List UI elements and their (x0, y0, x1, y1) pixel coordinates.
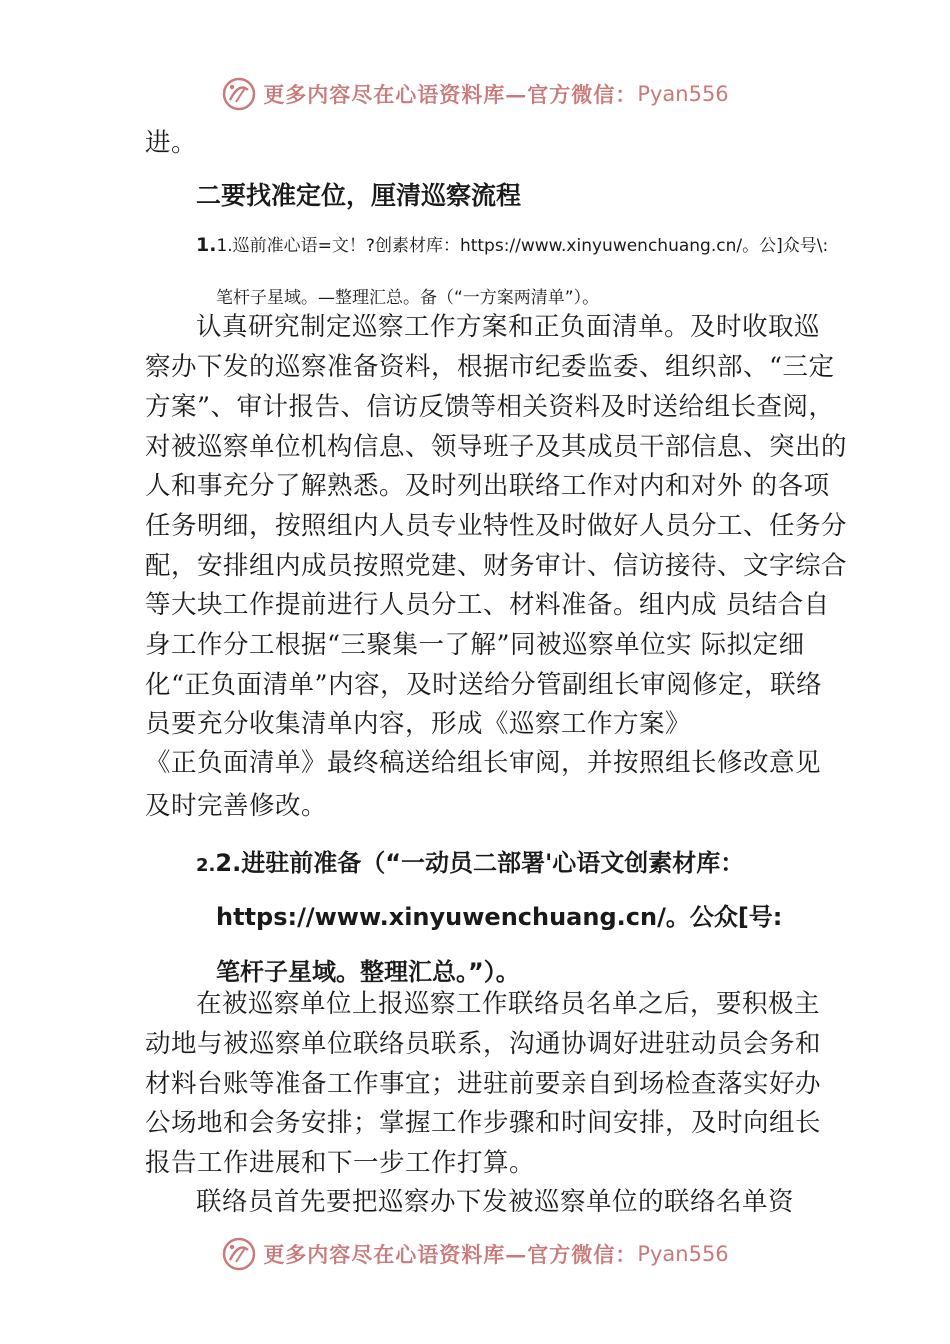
item2-title-line3: 笔杆子星域。整理汇总。”）。 (216, 958, 520, 986)
watermark-text: 更多内容尽在心语资料库—官方微信： (263, 82, 638, 107)
watermark-wechat-id: Pyan556 (637, 82, 729, 106)
item1-title-line1: 1.1.巡前准心语=文！?创素材库：https://www.xinyuwenchuang.cn/。公]众号\: (196, 234, 829, 256)
watermark-banner-bottom (0, 1232, 950, 1276)
para1-line: 认真研究制定巡察工作方案和正负面清单。及时收取巡 (196, 312, 821, 342)
para2-line: 材料台账等准备工作事宜；进驻前要亲自到场检查落实好办 (145, 1069, 822, 1099)
para2-line: 动地与被巡察单位联络员联系，沟通协调好进驻动员会务和 (145, 1029, 822, 1059)
para1-line: 身工作分工根据“三聚集一了解”同被巡察单位实 际拟定细 (145, 630, 805, 660)
section-heading: 二要找准定位，厘清巡察流程 (196, 181, 522, 210)
brand-logo-icon (221, 76, 257, 112)
watermark-wechat-id: Pyan556 (637, 1242, 729, 1266)
watermark-banner-top (0, 72, 950, 116)
item1-title-line2: 笔杆子星域。—整理汇总。备（“一方案两清单”）。 (216, 288, 600, 308)
para1-line: 及时完善修改。 (145, 791, 328, 821)
brand-logo-icon (221, 1236, 257, 1272)
para1-line: 化“正负面清单”内容，及时送给分管副组长审阅修定，联络 (145, 670, 823, 700)
para1-line: 察办下发的巡察准备资料，根据市纪委监委、组织部、“三定 (145, 352, 835, 382)
para1-line: 对被巡察单位机构信息、领导班子及其成员干部信息、突出的 (145, 432, 848, 462)
para1-line: 等大块工作提前进行人员分工、材料准备。组内成 员结合自 (145, 590, 830, 620)
para2-line: 在被巡察单位上报巡察工作联络员名单之后，要积极主 (196, 989, 821, 1019)
para1-line: 《正负面清单》最终稿送给组长审阅，并按照组长修改意见 (145, 748, 822, 778)
para1-line: 员要充分收集清单内容，形成《巡察工作方案》 (145, 709, 692, 739)
para3-line: 联络员首先要把巡察办下发被巡察单位的联络名单资 (196, 1187, 795, 1217)
continued-line: 进。 (145, 128, 198, 158)
watermark-text: 更多内容尽在心语资料库—官方微信： (263, 1242, 638, 1267)
item2-title-text: 2.进驻前准备（“一动员二部署'心语文创素材库： (215, 849, 745, 877)
para1-line: 配，安排组内成员按照党建、财务审计、信访接待、文字综合 (145, 551, 848, 581)
para2-line: 报告工作进展和下一步工作打算。 (145, 1148, 536, 1178)
para2-line: 公场地和会务安排；掌握工作步骤和时间安排，及时向组长 (145, 1108, 822, 1138)
item2-title-line1: 2.2.进驻前准备（“一动员二部署'心语文创素材库： (196, 849, 745, 877)
para1-line: 方案”、审计报告、信访反馈等相关资料及时送给组长查阅， (145, 392, 835, 422)
item1-title-text: 1.巡前准心语=文！?创素材库：https://www.xinyuwenchuang.cn/。公]众号\: (216, 236, 829, 256)
item2-title-line2: https://www.xinyuwenchuang.cn/。公众[号: (216, 903, 783, 931)
para1-line: 任务明细，按照组内人员专业特性及时做好人员分工、任务分 (145, 511, 848, 541)
para1-line: 人和事充分了解熟悉。及时列出联络工作对内和对外 的各项 (145, 471, 830, 501)
